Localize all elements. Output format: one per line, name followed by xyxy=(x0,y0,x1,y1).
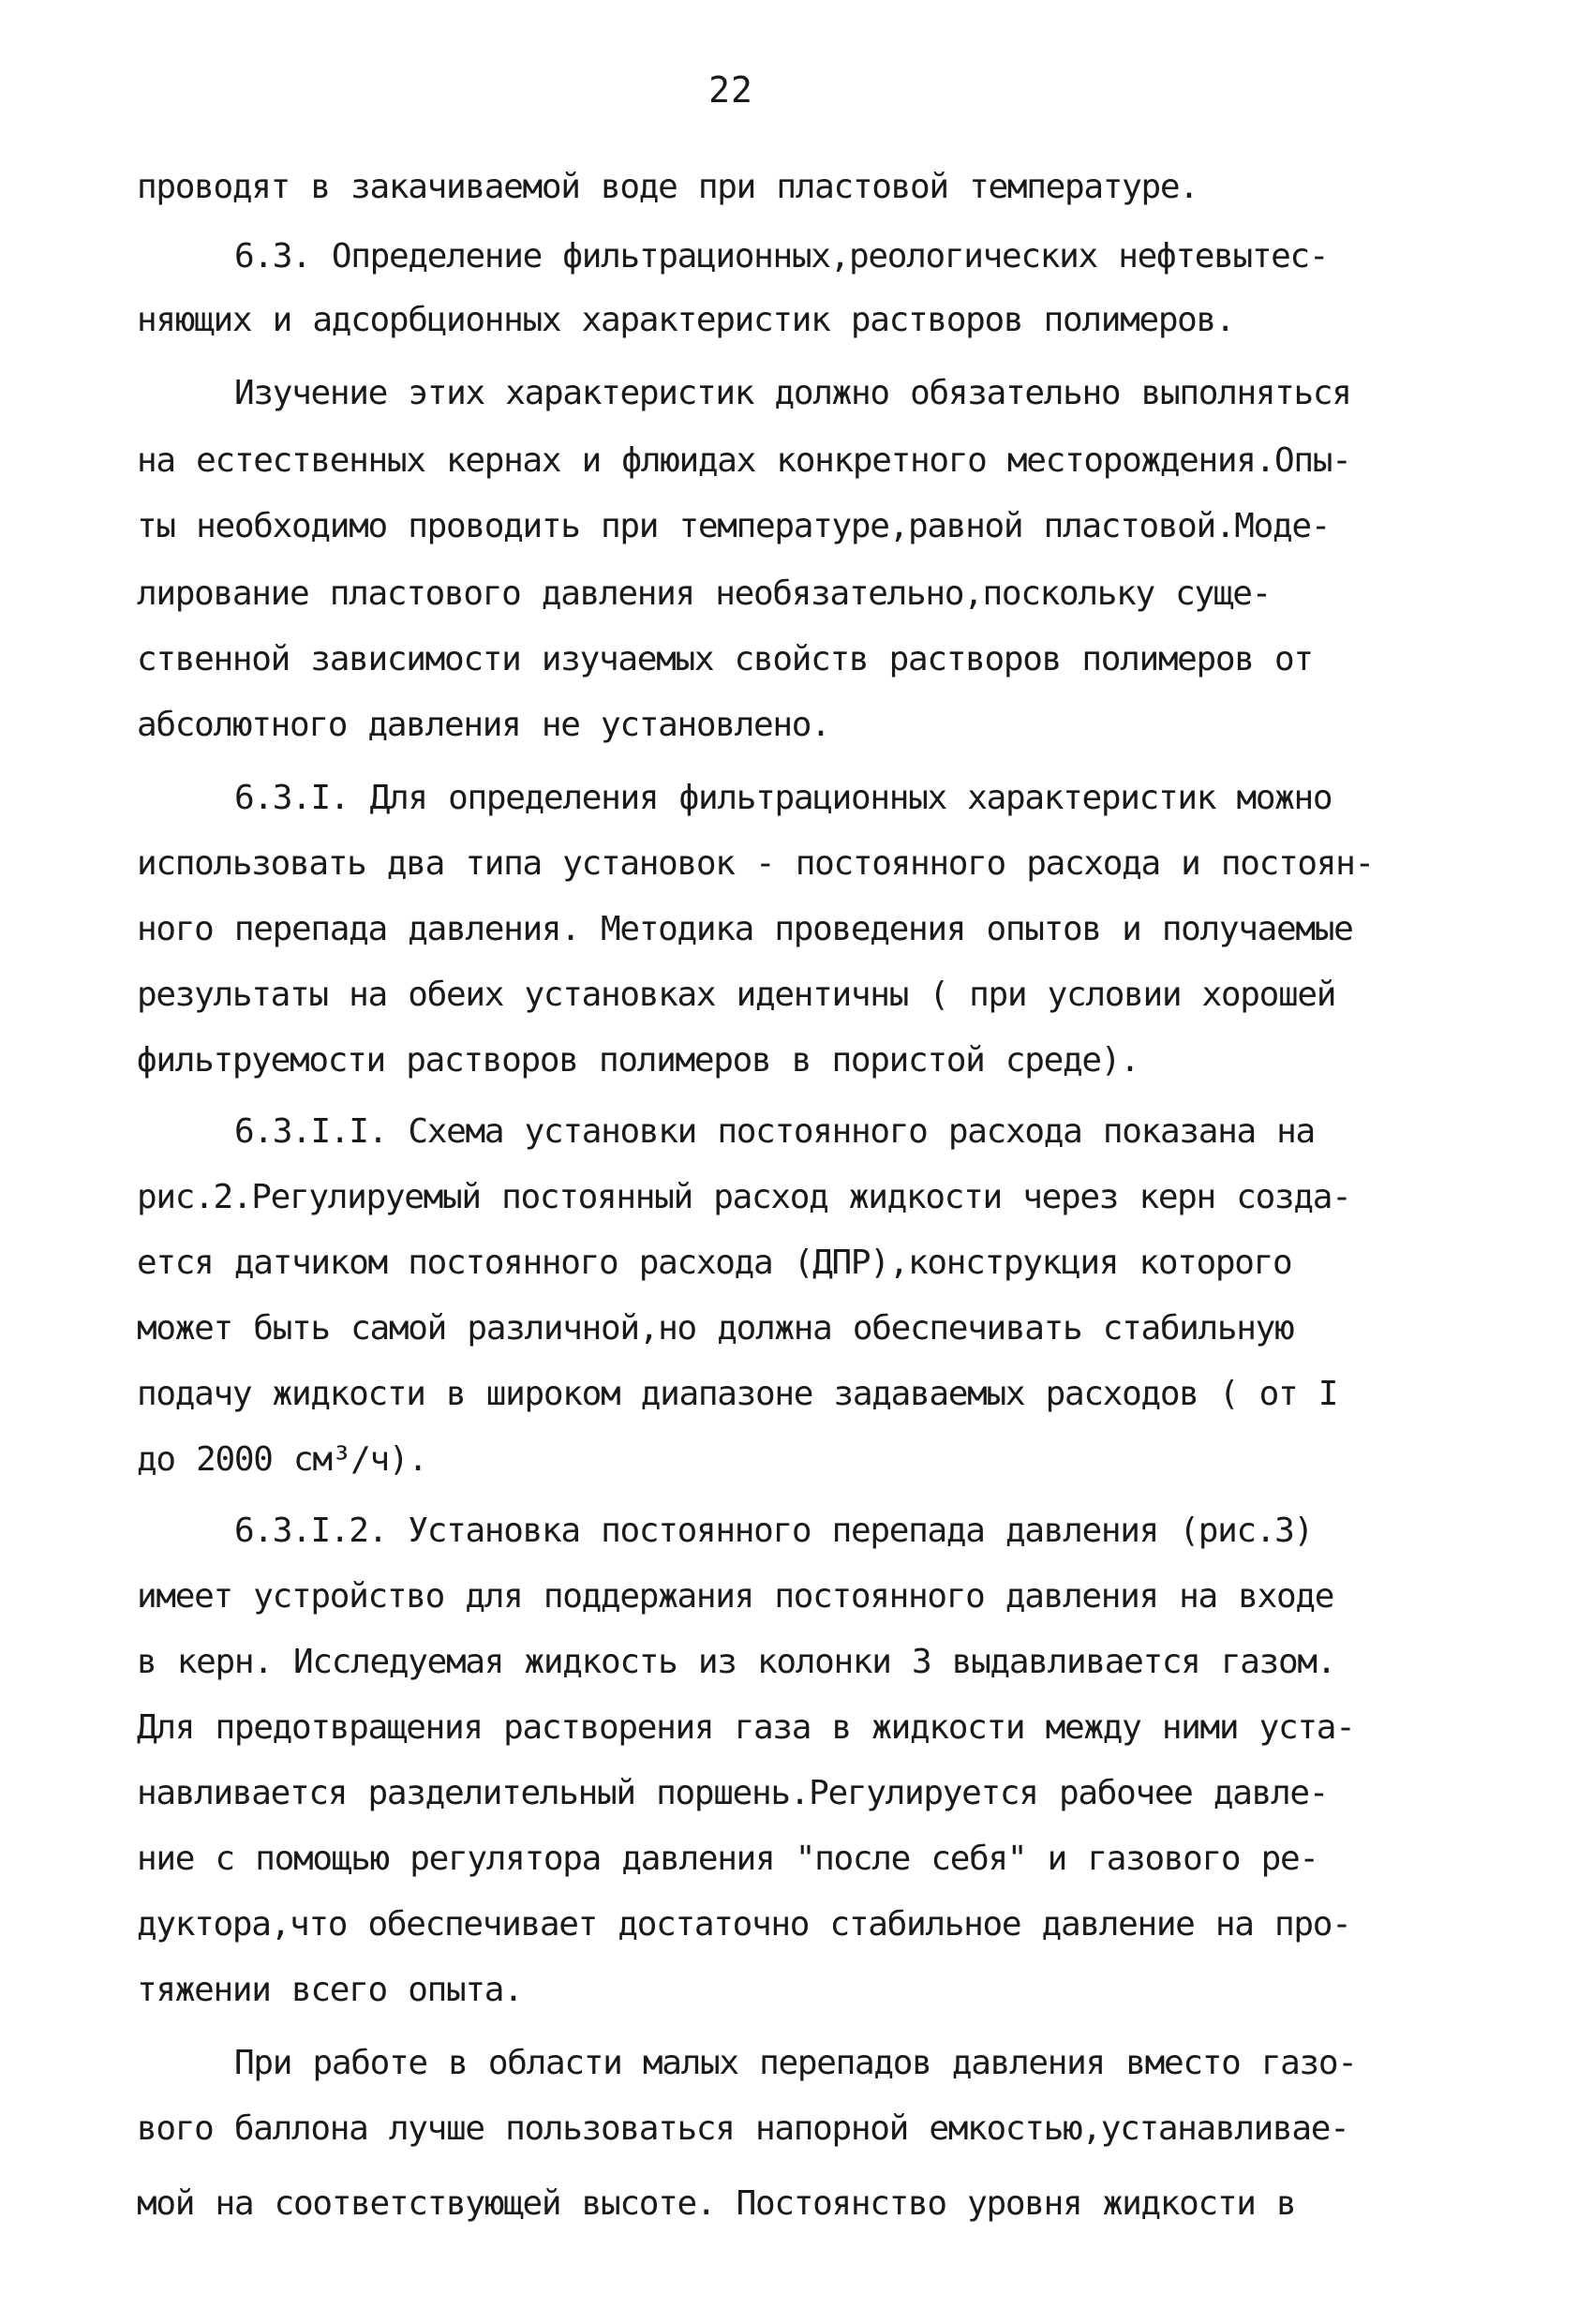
paragraph-start: Изучение этих характеристик должно обязательно выполняться xyxy=(234,374,1351,412)
text-line: навливается разделительный поршень.Регулируется рабочее давле- xyxy=(137,1774,1329,1812)
text-line: Для предотвращения растворения газа в жидкости между ними уста- xyxy=(137,1708,1355,1747)
text-line: абсолютного давления не установлено. xyxy=(137,706,830,744)
text-line: проводят в закачиваемой воде при пластовой температуре. xyxy=(137,168,1198,206)
text-line: результаты на обеих установках идентичны ( при условии хорошей xyxy=(137,976,1336,1014)
text-line: ние с помощью регулятора давления "после себя" и газового ре- xyxy=(137,1840,1318,1878)
text-line: на естественных кернах и флюидах конкретного месторождения.Опы- xyxy=(137,441,1351,480)
text-line: ного перепада давления. Методика проведения опытов и получаемые xyxy=(137,910,1353,948)
text-line: в керн. Исследуемая жидкость из колонки 3 выдавливается газом. xyxy=(137,1643,1336,1681)
text-line: лирование пластового давления необязательно,поскольку суще- xyxy=(137,574,1272,613)
text-line: ты необходимо проводить при температуре,равной пластовой.Моде- xyxy=(137,507,1331,545)
text-line: тяжении всего опыта. xyxy=(137,1971,523,2009)
text-line: использовать два типа установок - постоянного расхода и постоян- xyxy=(137,844,1374,883)
text-line: фильтруемости растворов полимеров в пористой среде). xyxy=(137,1041,1139,1080)
text-line: вого баллона лучше пользоваться напорной емкостью,устанавливае- xyxy=(137,2109,1349,2148)
text-line: няющих и адсорбционных характеристик растворов полимеров. xyxy=(137,301,1235,339)
section-heading: 6.3. Определение фильтрационных,реологических нефтевытес- xyxy=(234,237,1329,276)
section-heading: 6.3.I. Для определения фильтрационных характеристик можно xyxy=(234,779,1332,817)
text-line: мой на соответствующей высоте. Постоянство уровня жидкости в xyxy=(137,2184,1296,2223)
paragraph-start: При работе в области малых перепадов давления вместо газо- xyxy=(234,2044,1357,2082)
text-line: ется датчиком постоянного расхода (ДПР),конструкция которого xyxy=(137,1244,1292,1282)
text-line: имеет устройство для поддержания постоянного давления на входе xyxy=(137,1577,1334,1616)
text-line: ственной зависимости изучаемых свойств растворов полимеров от xyxy=(137,640,1313,678)
page-number: 22 xyxy=(708,69,753,111)
text-line: подачу жидкости в широком диапазоне задаваемых расходов ( от I xyxy=(137,1375,1338,1413)
text-line: рис.2.Регулируемый постоянный расход жидкости через керн созда- xyxy=(137,1178,1351,1216)
text-line: до 2000 см³/ч). xyxy=(137,1440,427,1479)
text-line: дуктора,что обеспечивает достаточно стабильное давление на про- xyxy=(137,1905,1351,1944)
section-heading: 6.3.I.2. Установка постоянного перепада давления (рис.3) xyxy=(234,1512,1313,1550)
section-heading: 6.3.I.I. Схема установки постоянного расхода показана на xyxy=(234,1112,1315,1151)
text-line: может быть самой различной,но должна обеспечивать стабильную xyxy=(137,1309,1294,1348)
